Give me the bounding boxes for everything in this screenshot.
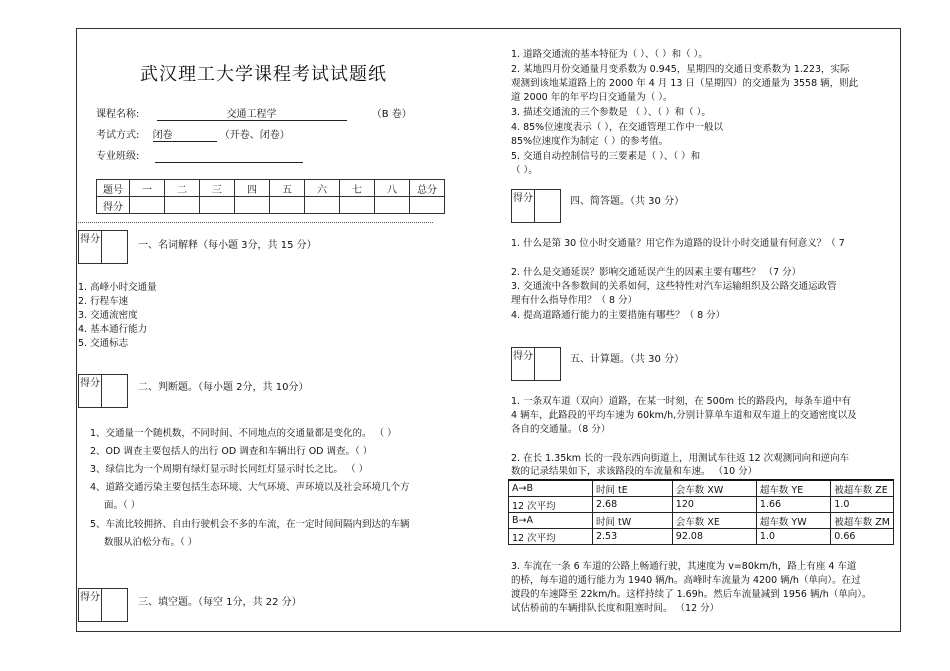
score-box-blank[interactable] — [102, 375, 127, 407]
table-cell: 12 次平均 — [509, 529, 593, 545]
score-cell[interactable] — [130, 197, 165, 214]
course-value: 交通工程学 — [157, 105, 347, 121]
score-header-cell: 题号 — [97, 180, 130, 197]
question-line: 4 辆车，此路段的平均车速为 60km/h,分别计算单车道和双车道上的交通密度以及 — [511, 410, 857, 421]
table-cell: A→B — [509, 480, 593, 497]
score-header-cell: 五 — [270, 180, 305, 197]
list-item: 理有什么指导作用？（ 8 分） — [511, 295, 638, 306]
list-item: 5. 交通标志 — [78, 338, 129, 349]
exam-mode-options: （开卷、闭卷） — [219, 130, 290, 141]
table-row — [509, 480, 894, 497]
list-item: 1. 高峰小时交通量 — [78, 282, 157, 293]
score-box — [511, 189, 561, 223]
score-box-blank[interactable] — [535, 190, 560, 222]
table-cell: 会车数 XE — [672, 513, 756, 529]
table-cell: 超车数 YW — [756, 513, 830, 529]
section-1-title: 一、名词解释（每小题 3分，共 15 分） — [138, 240, 317, 251]
table-cell: 1.66 — [756, 497, 830, 513]
table-cell: 时间 tW — [592, 513, 672, 529]
paper-version: （B 卷） — [371, 109, 412, 120]
list-item: 4. 基本通行能力 — [78, 324, 148, 335]
section-3-title: 三、填空题。（每空 1分，共 22 分） — [138, 597, 302, 608]
question-line: 试估桥前的车辆排队长度和阻塞时间。 （12 分） — [511, 603, 720, 614]
exam-mode-row — [96, 126, 290, 142]
list-item: 2、OD 调查主要包括人的出行 OD 调查和车辆出行 OD 调查。（ ） — [90, 446, 373, 457]
course-name-row — [96, 105, 412, 121]
list-item: 3. 交通流中各参数间的关系如何，这些特性对汽车运输组织及公路交通运政管 — [511, 281, 837, 292]
question-line: 3. 车流在一条 6 车道的公路上畅通行驶，其速度为 v=80km/h，路上有座 4 车道 — [511, 561, 857, 572]
list-item: 2. 行程车速 — [78, 296, 129, 307]
question-line: 的桥，每车道的通行能力为 1940 辆/h。高峰时车流量为 4200 辆/h（单向）。在过 — [511, 575, 861, 586]
score-table-score-row — [97, 197, 445, 214]
table-row — [509, 497, 894, 513]
score-header-cell: 四 — [235, 180, 270, 197]
score-box-blank[interactable] — [102, 589, 127, 621]
dotted-separator — [78, 222, 433, 223]
score-cell[interactable] — [270, 197, 305, 214]
fill-item: 3. 描述交通流的三个参数是 （ ）、（ ）和（ ）。 — [511, 107, 711, 118]
score-header-cell: 二 — [165, 180, 200, 197]
question-line: 各自的交通量。（8 分） — [511, 424, 611, 435]
score-box-label: 得分 — [512, 348, 535, 380]
score-cell[interactable] — [200, 197, 235, 214]
table-cell: 2.68 — [592, 497, 672, 513]
score-table — [96, 179, 445, 214]
table-cell: 时间 tE — [592, 480, 672, 497]
fill-item: 1. 道路交通流的基本特征为（ ）、（ ）和（ ）。 — [511, 49, 708, 60]
score-box — [78, 588, 128, 622]
score-box-label: 得分 — [79, 375, 102, 407]
table-cell: 1.0 — [756, 529, 830, 545]
section-4-title: 四、简答题。（共 30 分） — [570, 196, 685, 207]
table-cell: 1.0 — [831, 497, 894, 513]
score-header-cell: 六 — [305, 180, 340, 197]
score-cell[interactable] — [165, 197, 200, 214]
fill-item: 观测到该地某道路上的 2000 年 4 月 13 日（星期四）的交通量为 3558 辆，则此 — [511, 78, 859, 89]
table-cell: 12 次平均 — [509, 497, 593, 513]
score-box-label: 得分 — [512, 190, 535, 222]
score-header-cell: 七 — [340, 180, 375, 197]
fill-item: 4. 85%位速度表示（ ），在交通管理工作中一般以 — [511, 122, 723, 133]
list-item: 3、绿信比为一个周期有绿灯显示时长同红灯显示时长之比。 （ ） — [90, 464, 369, 475]
fill-item: 道 2000 年的年平均日交通量为（ ）。 — [511, 92, 673, 103]
question-line: 2. 在长 1.35km 长的一段东西向街道上，用测试车往返 12 次观测同向和逆向车 — [511, 453, 850, 464]
question-line: 渡段的车速降至 22km/h。这样持续了 1.69h。然后车流量减到 1956 辆/h（单向）。 — [511, 589, 872, 600]
section-2-title: 二、判断题。（每小题 2分，共 10分） — [138, 382, 309, 393]
table-cell: 2.53 — [592, 529, 672, 545]
class-blank — [155, 151, 303, 163]
observation-table — [508, 479, 894, 545]
table-cell: 超车数 YE — [756, 480, 830, 497]
question-line: 1. 一条双车道（双向）道路，在某一时刻，在 500m 长的路段内，每条车道中有 — [511, 396, 852, 407]
class-row — [96, 147, 303, 163]
score-row-label: 得分 — [97, 197, 130, 214]
list-item: 1. 什么是第 30 位小时交通量？用它作为道路的设计小时交通量有何意义？（ 7 — [511, 238, 845, 249]
fill-item: 5. 交通自动控制信号的三要素是（ ）、（ ）和 — [511, 151, 701, 162]
list-item: 数服从泊松分布。（ ） — [104, 537, 198, 548]
table-cell: 92.08 — [672, 529, 756, 545]
fill-item: 85%位速度作为制定（ ）的参考值。 — [511, 136, 669, 147]
score-table-header-row — [97, 180, 445, 197]
score-cell[interactable] — [305, 197, 340, 214]
list-item: 1、交通量一个随机数，不同时间、不同地点的交通量都是变化的。 （ ） — [90, 428, 397, 439]
list-item: 面。（ ） — [104, 500, 141, 511]
score-header-cell: 总分 — [410, 180, 445, 197]
question-line: 数的记录结果如下，求该路段的车流量和车速。 （10 分） — [511, 466, 758, 477]
table-cell: 被超车数 ZM — [831, 513, 894, 529]
table-cell: 会车数 XW — [672, 480, 756, 497]
table-cell: 0.66 — [831, 529, 894, 545]
list-item: 2. 什么是交通延误？影响交通延误产生的因素主要有哪些？ （7 分） — [511, 267, 802, 278]
fill-item: 2. 某地四月份交通量月变系数为 0.945，星期四的交通日变系数为 1.223，实际 — [511, 64, 850, 75]
score-box-blank[interactable] — [102, 231, 127, 263]
class-label: 专业班级: — [96, 151, 140, 162]
score-header-cell: 三 — [200, 180, 235, 197]
list-item: 5、车流比较拥挤、自由行驶机会不多的车流，在一定时间间隔内到达的车辆 — [90, 519, 410, 530]
score-box — [511, 347, 561, 381]
table-row — [509, 513, 894, 529]
section-5-title: 五、计算题。（共 30 分） — [570, 354, 685, 365]
list-item: 4、道路交通污染主要包括生态环境、大气环境、声环境以及社会环境几个方 — [90, 482, 410, 493]
course-label: 课程名称: — [96, 109, 140, 120]
score-box-label: 得分 — [79, 589, 102, 621]
list-item: 3. 交通流密度 — [78, 310, 138, 321]
score-cell[interactable] — [410, 197, 445, 214]
score-cell[interactable] — [340, 197, 375, 214]
table-cell: 被超车数 ZE — [831, 480, 894, 497]
score-box — [78, 230, 128, 264]
exam-mode-label: 考试方式: — [96, 130, 140, 141]
list-item: 4. 提高道路通行能力的主要措施有哪些？（ 8 分） — [511, 310, 726, 321]
score-box-blank[interactable] — [535, 348, 560, 380]
table-row — [509, 529, 894, 545]
page-title: 武汉理工大学课程考试试题纸 — [140, 64, 387, 85]
score-box-label: 得分 — [79, 231, 102, 263]
score-cell[interactable] — [235, 197, 270, 214]
table-cell: B→A — [509, 513, 593, 529]
score-header-cell: 一 — [130, 180, 165, 197]
table-cell: 120 — [672, 497, 756, 513]
fill-item: （ ）。 — [511, 165, 538, 176]
exam-mode-value: 闭卷 — [153, 126, 217, 142]
score-header-cell: 八 — [375, 180, 410, 197]
score-cell[interactable] — [375, 197, 410, 214]
score-box — [78, 374, 128, 408]
